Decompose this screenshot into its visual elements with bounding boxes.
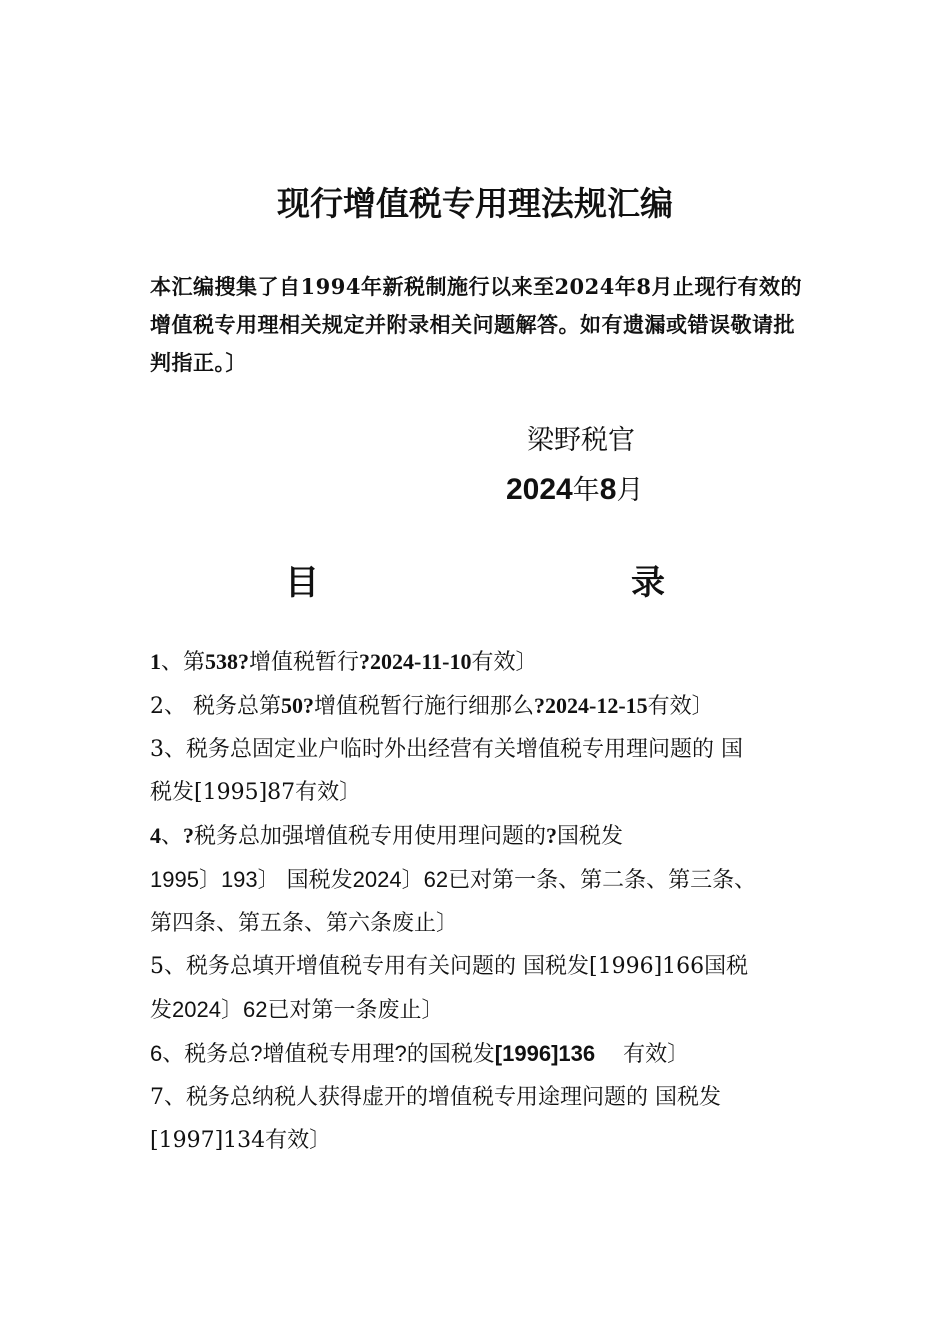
toc-item-4-note-2: 第四条、第五条、第六条废止〕	[150, 911, 459, 936]
toc-item-6-prefix: 的国税发	[406, 1042, 495, 1067]
toc-item-7[interactable]	[150, 1076, 810, 1162]
toc-item-6-mark-2: ?	[394, 1041, 407, 1066]
toc-item-4-name: 税务总加强增值税专用使用理问题的	[194, 824, 547, 849]
toc-item-6-mark-1: ?	[250, 1041, 263, 1066]
toc-item-4-sep: 、	[161, 824, 184, 849]
toc-item-6-text: 、税务总	[162, 1042, 251, 1067]
toc-item-6-status: 有效〕	[623, 1042, 690, 1067]
date-month-suffix: 月	[616, 475, 644, 506]
toc-item-2-name: 增值税暂行施行细那么	[314, 694, 535, 719]
document-title: 现行增值税专用理法规汇编	[277, 184, 673, 223]
toc-item-2-date: ?2024-12-15	[534, 693, 648, 718]
toc-item-2-status: 有效〕	[647, 694, 714, 719]
table-of-contents	[150, 640, 810, 1162]
toc-item-4-mark-2: ?	[546, 823, 558, 848]
toc-item-1-status: 有效〕	[471, 650, 538, 675]
toc-item-2[interactable]	[150, 684, 810, 728]
toc-item-1-name: 增值税暂行	[249, 650, 360, 675]
toc-item-4-doc-no: 1995〕193〕	[150, 867, 280, 892]
toc-item-7-line-1: 7、税务总纳税人获得虚开的增值税专用途理问题的 国税发	[150, 1085, 721, 1110]
toc-item-5-doc-no: 2024〕62	[172, 997, 268, 1022]
toc-heading-1: 目	[285, 563, 319, 603]
toc-item-2-order: 50?	[281, 693, 314, 718]
toc-item-1-order: 538?	[205, 649, 250, 674]
toc-item-5-prefix: 发	[150, 998, 173, 1023]
toc-item-1-number: 1	[150, 649, 161, 674]
toc-item-1[interactable]	[150, 640, 810, 684]
toc-item-4-prefix-2: 国税发	[286, 868, 353, 893]
intro-paragraph: 本汇编搜集了自1994年新税制施行以来至2024年8月止现行有效的增值税专用理相关规定并附录相关问题解答。如有遗漏或错误敬请批判指正。〕	[150, 274, 803, 375]
toc-item-4-note-1: 已对第一条、第二条、第三条、	[448, 868, 757, 893]
toc-heading-2: 录	[631, 563, 665, 603]
toc-item-3-line-2: 税发[1995]87有效〕	[150, 780, 362, 805]
date-month: 8	[599, 473, 617, 506]
toc-item-4-number: 4	[150, 823, 161, 848]
toc-item-5-line-1: 5、税务总填开增值税专用有关问题的 国税发[1996]166国税	[150, 954, 749, 979]
toc-item-7-line-2: [1997]134有效〕	[150, 1128, 332, 1153]
toc-item-3[interactable]	[150, 728, 810, 814]
toc-item-1-date: ?2024-11-10	[359, 649, 472, 674]
toc-item-4-doc-no-2: 2024〕62	[352, 867, 449, 892]
toc-item-6-doc-no: [1996]136	[494, 1041, 596, 1066]
toc-item-5[interactable]	[150, 945, 810, 1032]
toc-item-2-text: 2、 税务总第	[150, 694, 281, 719]
toc-item-6-number: 6	[150, 1041, 163, 1066]
toc-item-3-line-1: 3、税务总固定业户临时外出经营有关增值税专用理问题的 国	[150, 737, 743, 762]
toc-item-4-mark-1: ?	[183, 823, 195, 848]
author-name: 梁野税官	[527, 425, 635, 456]
date-year-suffix: 年	[572, 475, 600, 506]
toc-item-5-note: 已对第一条废止〕	[267, 998, 444, 1023]
toc-item-4[interactable]	[150, 814, 810, 945]
toc-item-1-text: 、第	[161, 650, 206, 675]
date-year: 2024	[506, 473, 573, 506]
toc-item-6[interactable]	[150, 1032, 810, 1076]
toc-item-4-prefix: 国税发	[557, 824, 624, 849]
publish-date	[506, 468, 643, 507]
toc-item-6-name: 增值税专用理	[262, 1042, 395, 1067]
